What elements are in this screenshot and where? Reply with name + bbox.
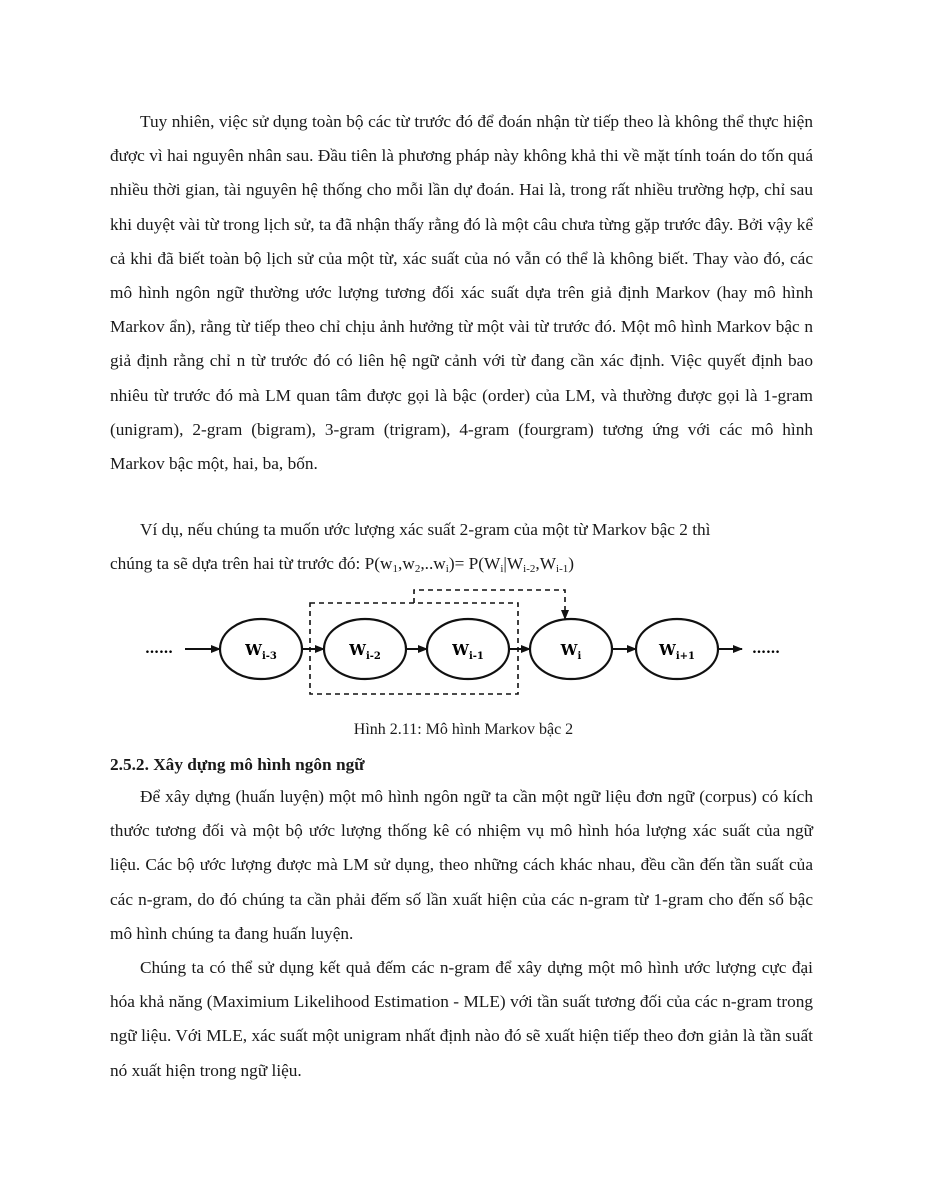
leading-dots: ……: [145, 641, 173, 657]
example-line-2: [110, 547, 813, 581]
svg-text:Wi-1: $W_{i-1}$: [452, 641, 484, 662]
node-w-i-3: [220, 619, 302, 679]
example-line-2-text: chúng ta sẽ dựa trên hai từ trước đó:: [110, 554, 361, 574]
trailing-dots: ……: [752, 641, 780, 657]
paragraph-building-lm: Để xây dựng (huấn luyện) một mô hình ngôn ngữ ta cần một ngữ liệu đơn ngữ (corpus) có kích thước tương đối và một bộ ước lượng thống kê có nhiệm vụ mô hình hóa lượng xác suất của ngữ liệu. Các bộ ước lượng được mà LM sử dụng, theo những cách khác nhau, đều cần đến tần suất của các n-gram, do đó chúng ta cần phải đếm số lần xuất hiện của các n-gram từ 1-gram cho đến số bậc mô hình chúng ta đang huấn luyện.: [110, 787, 813, 943]
node-w-i-plus-1: [636, 619, 718, 679]
svg-text:Wi: $W_i$: [560, 641, 582, 662]
svg-text:Wi-3: $W_{i-3}$: [245, 641, 277, 662]
probability-formula: $P(w_1,w_2,..w_i)= P(W_i|W_{i-2},W_{i-1})$: [364, 554, 575, 576]
node-w-i: [530, 619, 612, 679]
node-w-i-1: [427, 619, 509, 679]
paragraph-example: [110, 513, 813, 581]
section-heading: 2.5.2. Xây dựng mô hình ngôn ngữ: [110, 755, 365, 774]
figure-caption: Hình 2.11: Mô hình Markov bậc 2: [353, 721, 574, 738]
node-w-i-2: [324, 619, 406, 679]
svg-text:Wi+1: $W_{i+1}$: [659, 641, 695, 662]
svg-text:Wi-2: $W_{i-2}$: [349, 641, 381, 662]
markov-chain-diagram: [140, 585, 800, 700]
example-line-1: Ví dụ, nếu chúng ta muốn ước lượng xác suất 2-gram của một từ Markov bậc 2 thì: [140, 520, 711, 539]
paragraph-mle: Chúng ta có thể sử dụng kết quả đếm các n-gram để xây dựng một mô hình ước lượng cực đại hóa khả năng (Maximium Likelihood Estimation - MLE) với tần suất tương đối của các n-gram trong ngữ liệu. Với MLE, xác suất một unigram nhất định nào đó sẽ xuất hiện tiếp theo đơn giản là tần suất nó xuất hiện trong ngữ liệu.: [110, 958, 813, 1080]
paragraph-markov-assumption: Tuy nhiên, việc sử dụng toàn bộ các từ trước đó để đoán nhận từ tiếp theo là không thể thực hiện được vì hai nguyên nhân sau. Đầu tiên là phương pháp này không khả thi về mặt tính toán do tốn quá nhiều thời gian, tài nguyên hệ thống cho mỗi lần dự đoán. Hai là, trong rất nhiều trường hợp, chỉ sau khi duyệt vài từ trong lịch sử, ta đã nhận thấy rằng đó là một câu chưa từng gặp trước đây. Bởi vậy kể cả khi đã biết toàn bộ lịch sử của một từ, xác suất của nó vẫn có thể là không biết. Thay vào đó, các mô hình ngôn ngữ thường ước lượng tương đối xác suất dựa trên giả định Markov (hay mô hình Markov ẩn), rằng từ tiếp theo chỉ chịu ảnh hưởng từ một vài từ trước đó. Một mô hình Markov bậc n giả định rằng chỉ n từ trước đó có liên hệ ngữ cảnh với từ đang cần xác định. Việc quyết định bao nhiêu từ trước đó mà LM quan tâm được gọi là bậc (order) của LM, và thường được gọi là 1-gram (unigram), 2-gram (bigram), 3-gram (trigram), 4-gram (fourgram) tương ứng với các mô hình Markov bậc một, hai, ba, bốn.: [110, 112, 813, 474]
